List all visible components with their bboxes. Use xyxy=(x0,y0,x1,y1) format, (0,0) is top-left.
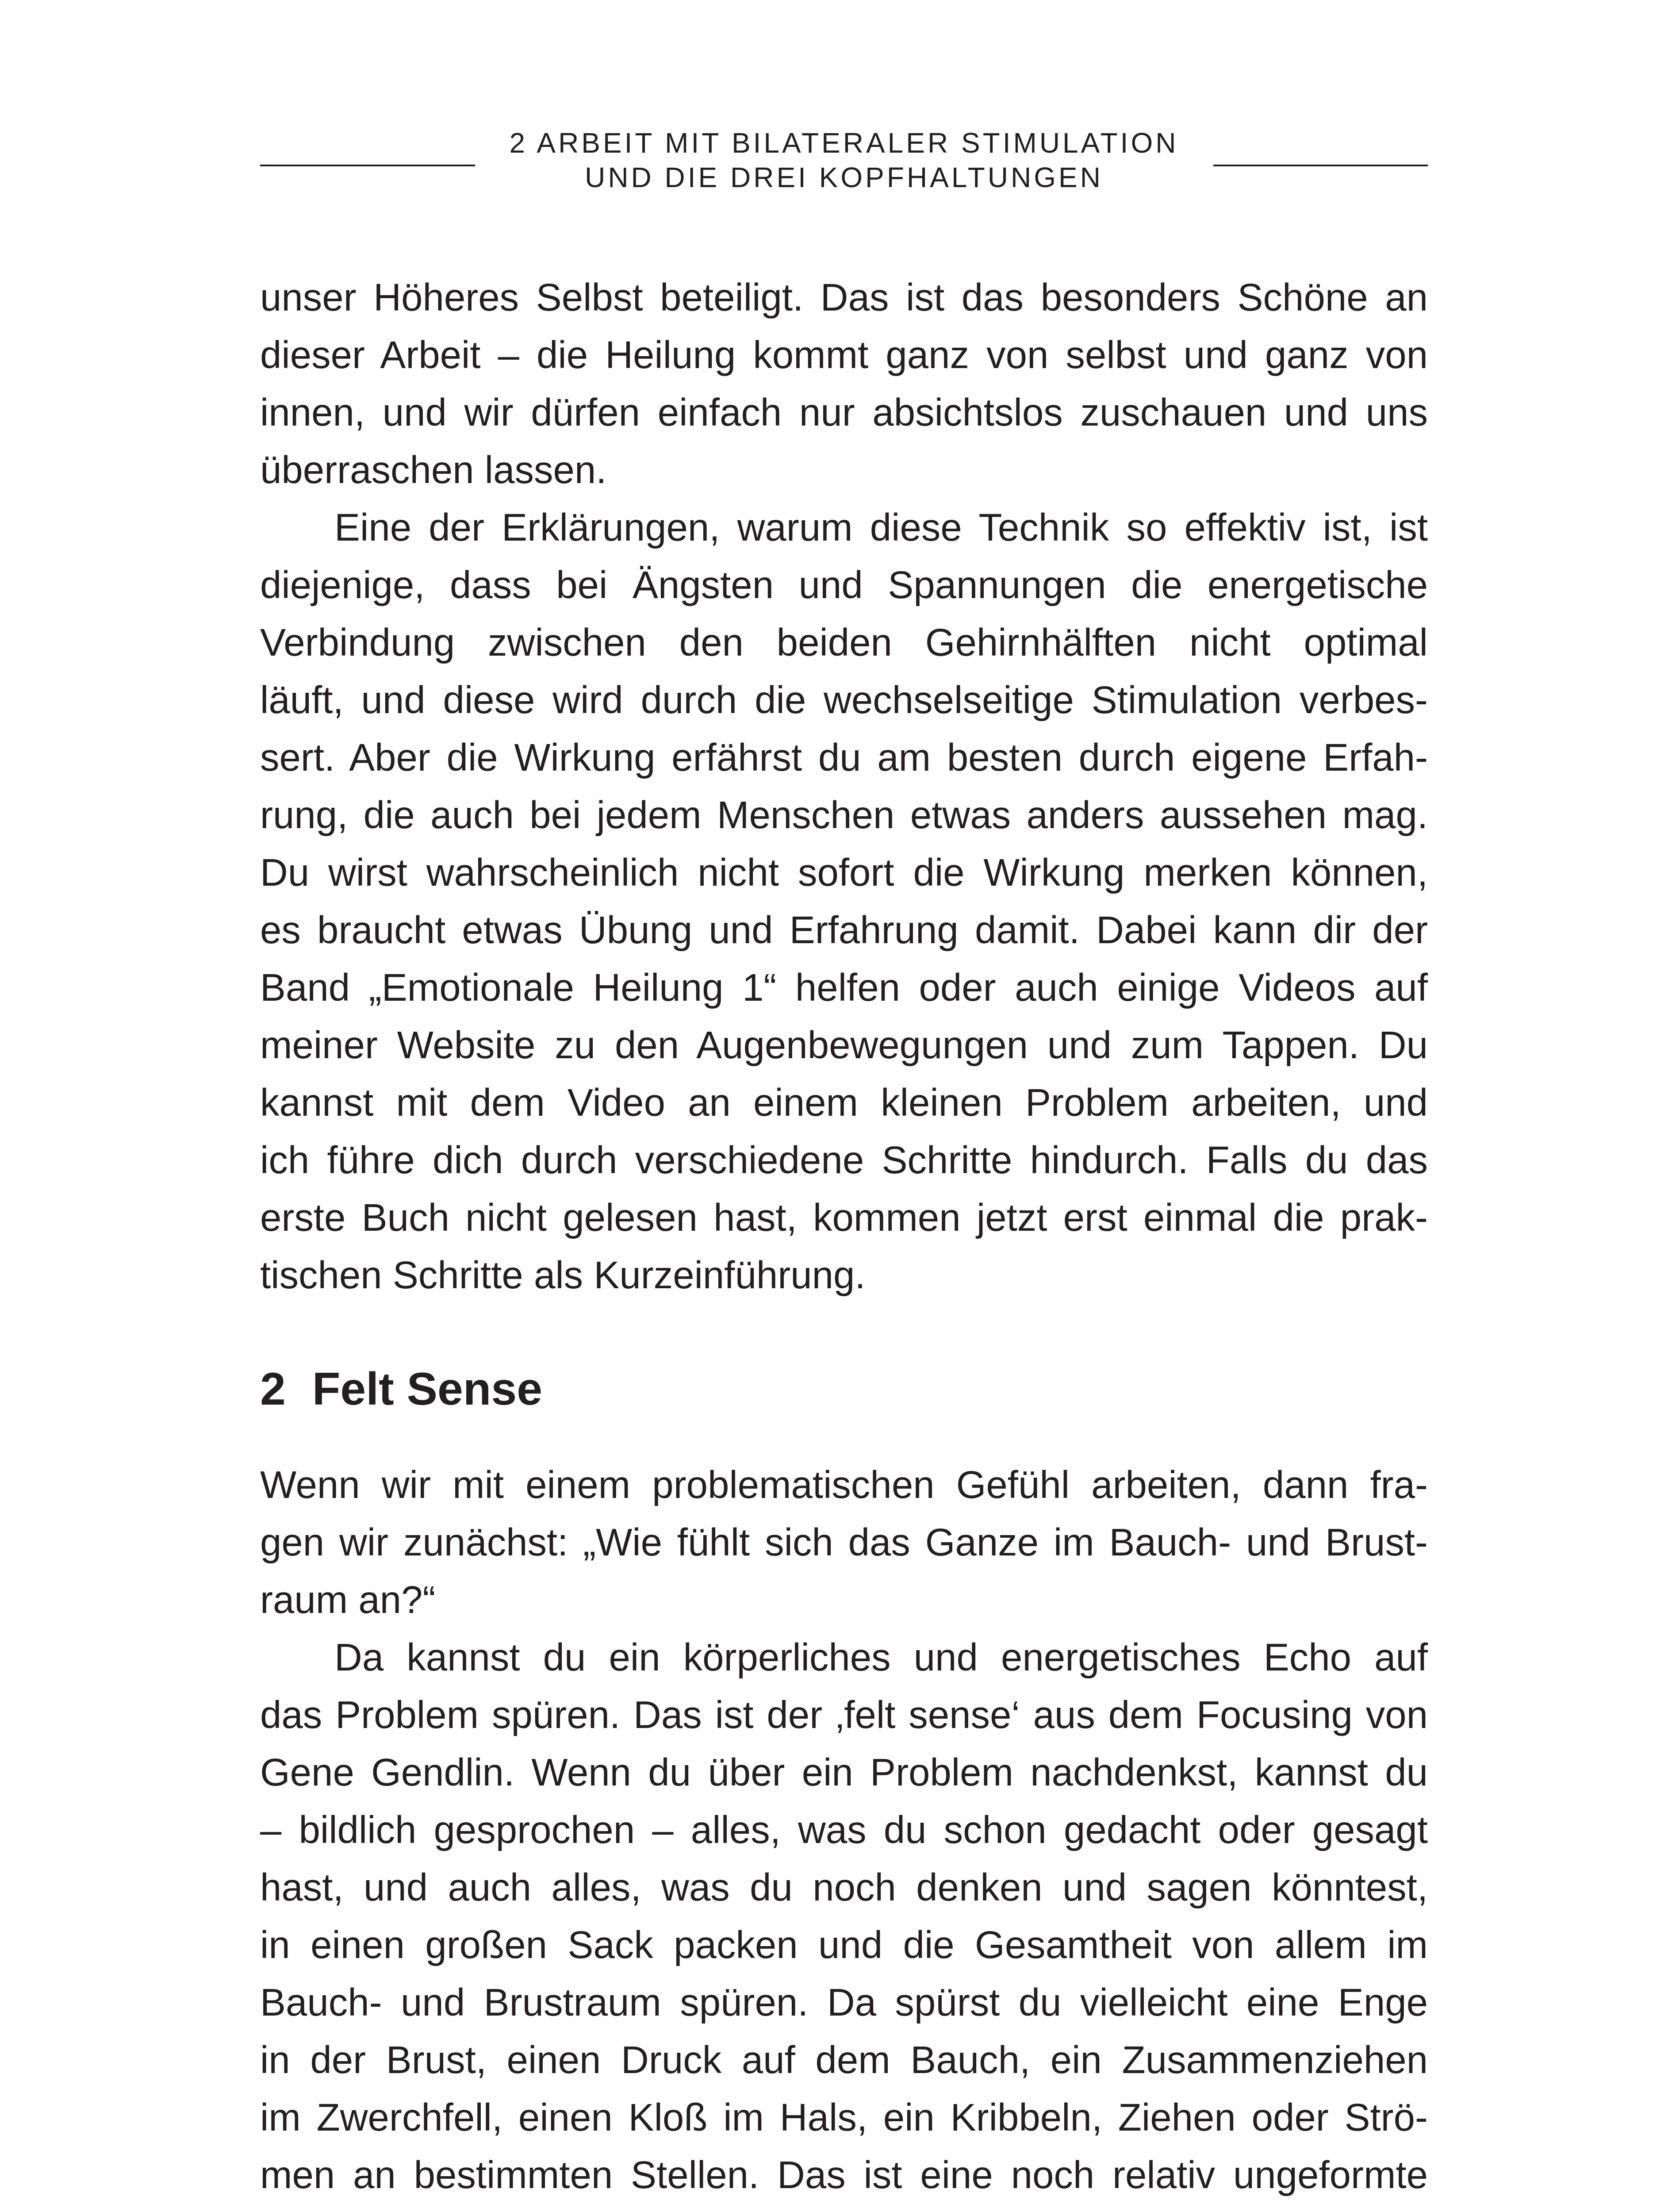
text-line: läuft, und diese wird durch die wechselseitige Stimulation verbes- xyxy=(260,679,1428,722)
text-line: Verbindung zwischen den beiden Gehirnhälften nicht optimal xyxy=(260,621,1428,664)
text-line: men an bestimmten Stellen. Das ist eine noch relativ ungeformte xyxy=(260,2154,1428,2197)
text-line: Da kannst du ein körperliches und energetisches Echo auf xyxy=(334,1636,1428,1679)
text-line: gen wir zunächst: „Wie fühlt sich das Ganze im Bauch- und Brust- xyxy=(260,1521,1428,1564)
text-line: überraschen lassen. xyxy=(260,449,607,492)
text-line: es braucht etwas Übung und Erfahrung damit. Dabei kann dir der xyxy=(260,909,1428,952)
text-line: im Zwerchfell, einen Kloß im Hals, ein Kribbeln, Ziehen oder Strö- xyxy=(260,2096,1428,2139)
text-line: Bauch- und Brustraum spüren. Da spürst du vielleicht eine Enge xyxy=(260,1981,1428,2024)
text-line: diejenige, dass bei Ängsten und Spannungen die energetische xyxy=(260,564,1428,607)
text-line: das Problem spüren. Das ist der ‚felt sense‘ aus dem Focusing von xyxy=(260,1694,1428,1736)
text-line: rung, die auch bei jedem Menschen etwas anders aussehen mag. xyxy=(260,794,1428,837)
text-line: tischen Schritte als Kurzeinführung. xyxy=(260,1254,866,1297)
text-line: Band „Emotionale Heilung 1“ helfen oder auch einige Videos auf xyxy=(260,966,1428,1009)
text-line: in einen großen Sack packen und die Gesamtheit von allem im xyxy=(260,1924,1428,1966)
section-title: Felt Sense xyxy=(312,1363,543,1415)
text-line: Wenn wir mit einem problematischen Gefühl arbeiten, dann fra- xyxy=(260,1463,1428,1506)
text-line: raum an?“ xyxy=(260,1578,436,1621)
text-line: meiner Website zu den Augenbewegungen und zum Tappen. Du xyxy=(260,1024,1428,1067)
text-line: innen, und wir dürfen einfach nur absichtslos zuschauen und uns xyxy=(260,391,1428,434)
header-line-2: UND DIE DREI KOPFHALTUNGEN xyxy=(585,161,1103,193)
text-line: unser Höheres Selbst beteiligt. Das ist das besonders Schöne an xyxy=(260,276,1428,319)
text-line: kannst mit dem Video an einem kleinen Problem arbeiten, und xyxy=(260,1081,1428,1124)
body-text-block-2 xyxy=(260,1456,1428,2204)
text-line: Du wirst wahrscheinlich nicht sofort die Wirkung merken können, xyxy=(260,851,1428,894)
text-line: – bildlich gesprochen – alles, was du schon gedacht oder gesagt xyxy=(260,1809,1428,1851)
header-line-1: 2 ARBEIT MIT BILATERALER STIMULATION xyxy=(509,127,1179,159)
body-text-block-1 xyxy=(260,269,1428,1304)
section-heading xyxy=(260,1360,542,1418)
text-line: hast, und auch alles, was du noch denken und sagen könntest, xyxy=(260,1866,1428,1909)
text-line: sert. Aber die Wirkung erfährst du am besten durch eigene Erfah- xyxy=(260,736,1428,779)
text-line: in der Brust, einen Druck auf dem Bauch, ein Zusammenziehen xyxy=(260,2039,1428,2081)
text-line: dieser Arbeit – die Heilung kommt ganz von selbst und ganz von xyxy=(260,334,1428,376)
section-number: 2 xyxy=(260,1363,286,1415)
text-line: ich führe dich durch verschiedene Schritte hindurch. Falls du das xyxy=(260,1139,1428,1182)
text-line: Gene Gendlin. Wenn du über ein Problem nachdenkst, kannst du xyxy=(260,1751,1428,1794)
text-line: erste Buch nicht gelesen hast, kommen jetzt erst einmal die prak- xyxy=(260,1196,1428,1239)
text-line: Eine der Erklärungen, warum diese Technik so effektiv ist, ist xyxy=(334,506,1428,549)
